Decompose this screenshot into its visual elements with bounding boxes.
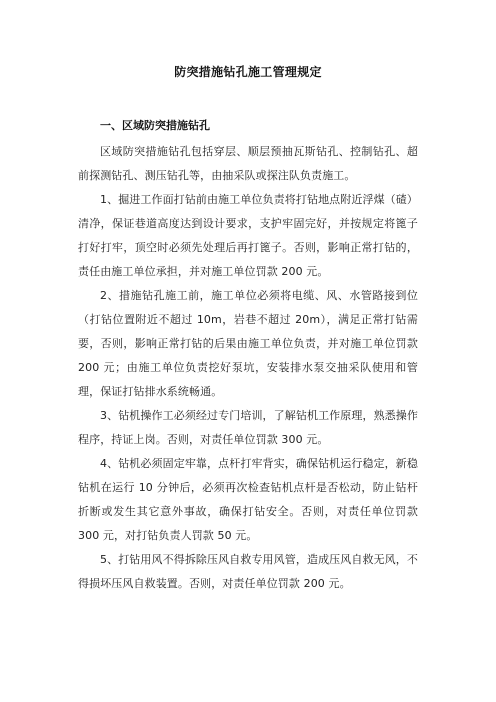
document-title: 防突措施钻孔施工管理规定 — [174, 65, 322, 79]
paragraph-item-1: 1、掘进工作面打钻前由施工单位负责将打钻地点附近浮煤（碴）清净，保证巷道高度达到设计要求，支护牢固完好，并按规定将篦子打好打牢，顶空时必须先处理后再打篦子。否则，影响正常打钻的，责任由施工单位承担，并对施工单位罚款 200 元。 — [78, 193, 418, 278]
paragraph-intro: 区域防突措施钻孔包括穿层、顺层预抽瓦斯钻孔、控制钻孔、超前探测钻孔、测压钻孔等，由抽采队或探注队负责施工。 — [78, 145, 418, 182]
document-body — [78, 115, 418, 596]
paragraph-item-4: 4、钻机必须固定牢靠，点杆打牢背实，确保钻机运行稳定，新稳钻机在运行 10 分钟后，必须再次检查钻机点杆是否松动，防止钻杆折断或发生其它意外事故，确保打钻安全。否则，对责任单位罚款 300 元，对打钻负责人罚款 50 元。 — [78, 457, 418, 542]
paragraph-item-2: 2、措施钻孔施工前，施工单位必须将电缆、风、水管路接到位（打钻位置附近不超过 10m，岩巷不超过 20m），满足正常打钻需要，否则，影响正常打钻的后果由施工单位负责，并对施工单位罚款 200 元；由施工单位负责挖好泵坑，安装排水泵交抽采队使用和管理，保证打钻排水系统畅通。 — [78, 289, 418, 398]
paragraph-item-5: 5、打钻用风不得拆除压风自救专用风管，造成压风自救无风，不得损坏压风自救装置。否则，对责任单位罚款 200 元。 — [78, 553, 418, 590]
section-heading: 一、区域防突措施钻孔 — [100, 119, 210, 132]
paragraph-item-3: 3、钻机操作工必须经过专门培训，了解钻机工作原理，熟悉操作程序，持证上岗。否则，对责任单位罚款 300 元。 — [78, 409, 418, 446]
